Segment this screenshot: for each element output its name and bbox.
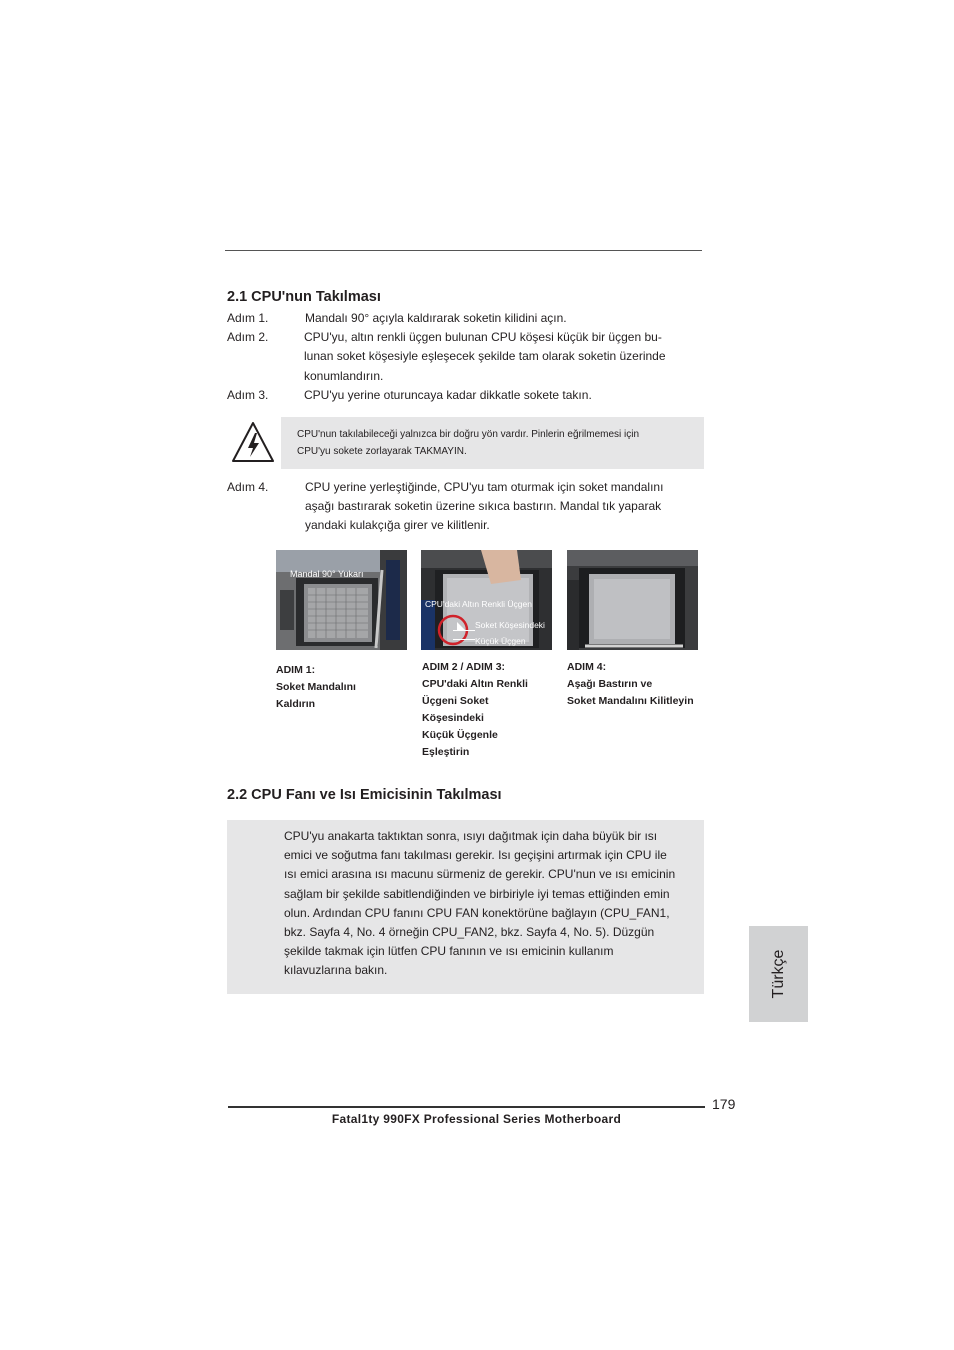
top-rule — [225, 250, 702, 251]
step-1-text: Mandalı 90° açıyla kaldırarak soketin kilidini açın. — [305, 311, 567, 325]
section-title-fan-install: 2.2 CPU Fanı ve Isı Emicisinin Takılması — [227, 787, 502, 803]
photo-2-overlay-mid: Soket Köşesindeki — [475, 620, 545, 630]
caption-2-line-2: CPU'daki Altın Renkli — [422, 678, 528, 690]
caption-2-line-6: Eşleştirin — [422, 746, 470, 758]
fan-line-6: bkz. Sayfa 4, No. 4 örneğin CPU_FAN2, bkz. Sayfa 4, No. 5). Düzgün — [284, 925, 655, 940]
fan-line-1: CPU'yu anakarta taktıktan sonra, ısıyı dağıtmak için daha büyük bir ısı — [284, 829, 658, 843]
alignment-circle-icon — [435, 612, 475, 646]
step-4-line-1: CPU yerine yerleştiğinde, CPU'yu tam oturmak için soket mandalını — [305, 480, 664, 494]
caption-step-1 — [276, 662, 356, 713]
caption-2-line-3: Üçgeni Soket — [422, 695, 489, 707]
step-4-line-3: yandaki kulakçığa girer ve kilitlenir. — [305, 518, 490, 532]
warning-note-text — [297, 426, 697, 460]
caption-step-4 — [567, 659, 694, 710]
photo-2-overlay-top: CPU'daki Altın Renkli Üçgen — [425, 599, 532, 609]
photo-2-overlay-bot: Küçük Üçgen — [475, 636, 526, 646]
caption-1-line-2: Soket Mandalını — [276, 681, 356, 693]
step-3-label: Adım 3. — [227, 388, 269, 402]
fan-line-8: kılavuzlarına bakın. — [284, 963, 388, 978]
caption-step-2-3 — [422, 659, 528, 761]
footer-title: Fatal1ty 990FX Professional Series Motherboard — [331, 1112, 622, 1126]
page-number: 179 — [712, 1096, 736, 1112]
pointer-line-mid — [453, 630, 475, 631]
photo-step-2-3 — [421, 550, 552, 650]
step-2-line-3: konumlandırın. — [304, 369, 384, 383]
photo-1-overlay: Mandal 90° Yukarı — [290, 569, 364, 579]
photo-step-1 — [276, 550, 407, 650]
step-2-label: Adım 2. — [227, 330, 269, 344]
language-side-tab — [749, 926, 808, 1022]
step-3-text: CPU'yu yerine oturuncaya kadar dikkatle sokete takın. — [304, 388, 592, 402]
fan-line-2: emici ve soğutma fanı takılması gerekir. Isı geçişini artırmak için CPU ile — [284, 848, 667, 863]
caption-1-line-1: ADIM 1: — [276, 664, 316, 676]
step-4-label: Adım 4. — [227, 480, 269, 494]
warning-triangle-icon — [230, 420, 276, 464]
fan-line-4: sağlam bir şekilde sabitlendiğinden ve birbiriyle iyi temas ettiğinden emin — [284, 886, 670, 901]
warning-line-2: CPU'yu sokete zorlayarak TAKMAYIN. — [297, 446, 467, 457]
language-tab-label: Türkçe — [769, 949, 787, 999]
fan-line-5: olun. Ardından CPU fanını CPU FAN konektörüne bağlayın (CPU_FAN1, — [284, 905, 670, 920]
caption-2-line-5: Küçük Üçgenle — [422, 729, 498, 741]
step-1-label: Adım 1. — [227, 311, 269, 325]
caption-1-line-3: Kaldırın — [276, 698, 316, 710]
fan-line-7: şekilde takmak için lütfen CPU fanının ve ısı emicinin kullanım — [284, 944, 614, 959]
fan-line-3: ısı emici arasına ısı macunu sürmeniz de gerekir. CPU'nun ve ısı emicinin — [284, 867, 676, 882]
caption-3-line-1: ADIM 4: — [567, 661, 607, 673]
step-2-line-2: lunan soket köşesiyle eşleşecek şekilde tam olarak soketin üzerinde — [304, 349, 666, 363]
pointer-line-bot — [453, 639, 475, 640]
warning-line-1: CPU'nun takılabileceği yalnızca bir doğru yön vardır. Pinlerin eğrilmemesi için — [297, 429, 640, 440]
fan-info-text — [284, 827, 702, 981]
caption-3-line-3: Soket Mandalını Kilitleyin — [567, 695, 694, 707]
photo-step-4 — [567, 550, 698, 650]
bottom-rule — [228, 1106, 705, 1108]
step-4-line-2: aşağı bastırarak soketin üzerine sıkıca bastırın. Mandal tık yaparak — [305, 499, 662, 513]
step-2-line-1: CPU'yu, altın renkli üçgen bulunan CPU köşesi küçük bir üçgen bu- — [304, 330, 662, 344]
caption-2-line-4: Köşesindeki — [422, 712, 484, 724]
section-title-cpu-install: 2.1 CPU'nun Takılması — [227, 289, 381, 305]
caption-2-line-1: ADIM 2 / ADIM 3: — [422, 661, 506, 673]
caption-3-line-2: Aşağı Bastırın ve — [567, 678, 653, 690]
